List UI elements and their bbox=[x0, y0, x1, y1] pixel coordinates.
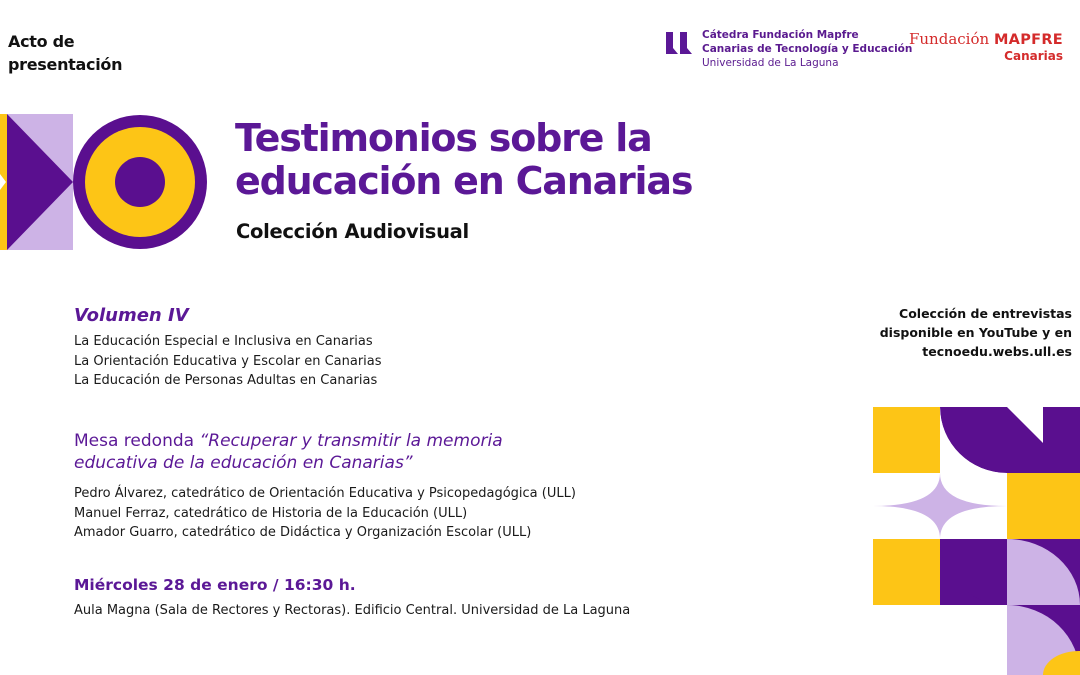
list-item: Amador Guarro, catedrático de Didáctica y Organización Escolar (ULL) bbox=[74, 525, 532, 541]
page-title bbox=[235, 117, 692, 203]
title-line1: Testimonios sobre la bbox=[235, 116, 652, 160]
list-item: La Educación de Personas Adultas en Canarias bbox=[74, 373, 378, 389]
volume-topics-list bbox=[74, 332, 382, 391]
speakers-list bbox=[74, 484, 576, 543]
catedra-name-line1: Cátedra Fundación Mapfre bbox=[702, 29, 859, 41]
event-type bbox=[8, 30, 122, 76]
decorative-pattern bbox=[873, 407, 1080, 675]
roundtable-topic-line1: “Recuperar y transmitir la memoria bbox=[199, 431, 503, 451]
event-type-line2: presentación bbox=[8, 55, 123, 74]
page-subtitle: Colección Audiovisual bbox=[236, 220, 469, 243]
event-type-line1: Acto de bbox=[8, 32, 75, 51]
catedra-university: Universidad de La Laguna bbox=[702, 57, 839, 69]
mapfre-region: Canarias bbox=[1004, 49, 1063, 63]
hero-geometric-graphic bbox=[0, 114, 210, 250]
availability-note bbox=[880, 304, 1072, 361]
mapfre-brand: MAPFRE bbox=[993, 32, 1063, 48]
roundtable-heading bbox=[74, 430, 503, 474]
mapfre-logo bbox=[909, 30, 1063, 64]
list-item: La Educación Especial e Inclusiva en Canarias bbox=[74, 334, 373, 349]
availability-line2: disponible en YouTube y en bbox=[879, 325, 1072, 340]
title-line2: educación en Canarias bbox=[235, 159, 693, 203]
list-item: Manuel Ferraz, catedrático de Historia de la Educación (ULL) bbox=[74, 505, 468, 521]
roundtable-prefix: Mesa redonda bbox=[74, 431, 200, 451]
catedra-logo-icon bbox=[664, 30, 694, 56]
catedra-name-line2: Canarias de Tecnología y Educación bbox=[702, 43, 913, 55]
catedra-logo-block bbox=[664, 28, 912, 70]
volume-title: Volumen IV bbox=[74, 305, 189, 326]
roundtable-topic-line2: educativa de la educación en Canarias” bbox=[74, 453, 413, 473]
event-datetime: Miércoles 28 de enero / 16:30 h. bbox=[74, 576, 356, 594]
list-item: La Orientación Educativa y Escolar en Canarias bbox=[74, 353, 382, 369]
mapfre-fundacion: Fundación bbox=[908, 30, 990, 48]
list-item: Pedro Álvarez, catedrático de Orientación Educativa y Psicopedagógica (ULL) bbox=[74, 486, 576, 501]
availability-line1: Colección de entrevistas bbox=[899, 306, 1072, 321]
event-venue: Aula Magna (Sala de Rectores y Rectoras). Edificio Central. Universidad de La Laguna bbox=[74, 603, 631, 618]
availability-url: tecnoedu.webs.ull.es bbox=[922, 344, 1072, 359]
